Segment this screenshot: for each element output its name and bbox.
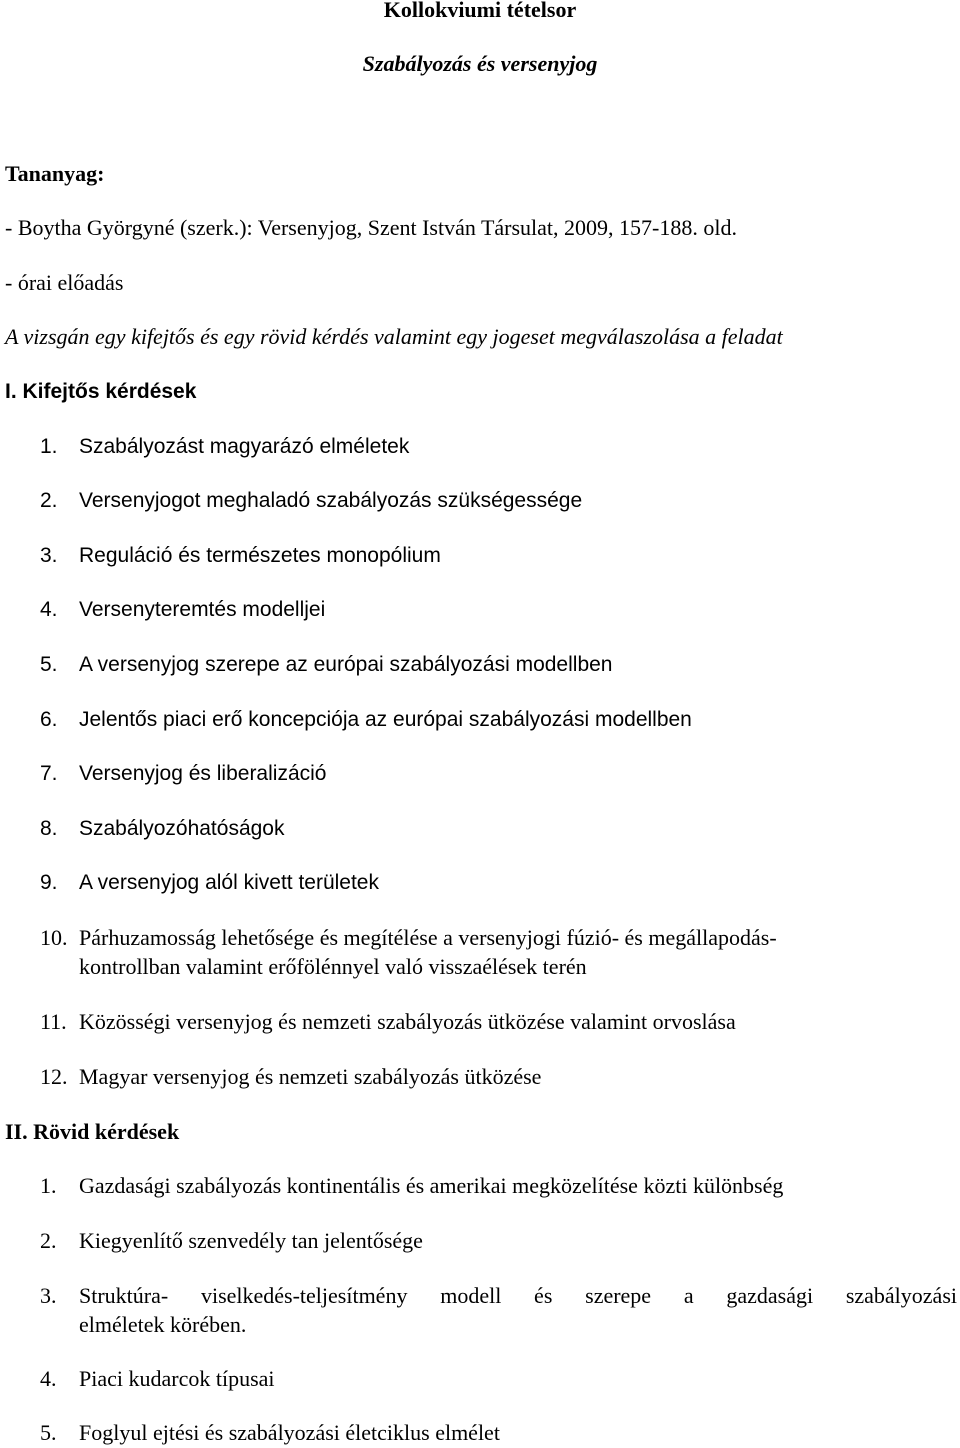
- item-text: Piaci kudarcok típusai: [79, 1366, 275, 1391]
- item-number: 9.: [40, 871, 58, 894]
- item-text: Szabályozást magyarázó elméletek: [79, 435, 410, 458]
- item-number: 2.: [40, 489, 58, 512]
- item-number: 1.: [40, 1173, 57, 1198]
- item-text: A versenyjog szerepe az európai szabályozási modellben: [79, 653, 613, 676]
- item-number: 12.: [40, 1064, 68, 1089]
- item-text: Versenyteremtés modelljei: [79, 598, 326, 621]
- item-text-continuation: kontrollban valamint erőfölénnyel való visszaélések terén: [79, 954, 587, 979]
- short-questions-heading: II. Rövid kérdések: [5, 1119, 180, 1144]
- item-number: 5.: [40, 653, 58, 676]
- item-number: 7.: [40, 762, 58, 785]
- item-text: Foglyul ejtési és szabályozási életciklus elmélet: [79, 1420, 500, 1445]
- material-item: - órai előadás: [5, 270, 124, 295]
- item-text: Közösségi versenyjog és nemzeti szabályozás ütközése valamint orvoslása: [79, 1009, 736, 1034]
- material-item: - Boytha Györgyné (szerk.): Versenyjog, Szent István Társulat, 2009, 157-188. old.: [5, 215, 737, 240]
- item-text: Struktúra- viselkedés-teljesítmény modell és szerepe a gazdasági szabályozási: [79, 1283, 957, 1308]
- exam-instruction: A vizsgán egy kifejtős és egy rövid kérdés valamint egy jogeset megválaszolása a feladat: [5, 324, 783, 349]
- essay-questions-heading: I. Kifejtős kérdések: [5, 380, 197, 403]
- item-text: Magyar versenyjog és nemzeti szabályozás ütközése: [79, 1064, 542, 1089]
- item-text: Reguláció és természetes monopólium: [79, 544, 441, 567]
- document-subtitle: Szabályozás és versenyjog: [362, 51, 598, 76]
- item-number: 11.: [40, 1009, 67, 1034]
- item-number: 3.: [40, 1283, 57, 1308]
- item-text: Jelentős piaci erő koncepciója az európai szabályozási modellben: [79, 708, 692, 731]
- item-number: 4.: [40, 1366, 57, 1391]
- item-number: 4.: [40, 598, 58, 621]
- item-number: 5.: [40, 1420, 57, 1445]
- item-number: 10.: [40, 925, 68, 950]
- material-heading: Tananyag:: [5, 161, 105, 186]
- item-text: A versenyjog alól kivett területek: [79, 871, 379, 894]
- item-text: Szabályozóhatóságok: [79, 817, 285, 840]
- item-text: Versenyjogot meghaladó szabályozás szükségessége: [79, 489, 583, 512]
- item-text: Kiegyenlítő szenvedély tan jelentősége: [79, 1228, 423, 1253]
- item-number: 1.: [40, 435, 58, 458]
- item-number: 3.: [40, 544, 58, 567]
- item-text: Párhuzamosság lehetősége és megítélése a versenyjogi fúzió- és megállapodás-: [79, 925, 777, 950]
- item-number: 6.: [40, 708, 58, 731]
- item-text: Gazdasági szabályozás kontinentális és amerikai megközelítése közti különbség: [79, 1173, 784, 1198]
- item-number: 2.: [40, 1228, 57, 1253]
- item-number: 8.: [40, 817, 58, 840]
- item-text: Versenyjog és liberalizáció: [79, 762, 327, 785]
- item-text-continuation: elméletek körében.: [79, 1312, 247, 1337]
- document-title: Kollokviumi tételsor: [383, 0, 577, 22]
